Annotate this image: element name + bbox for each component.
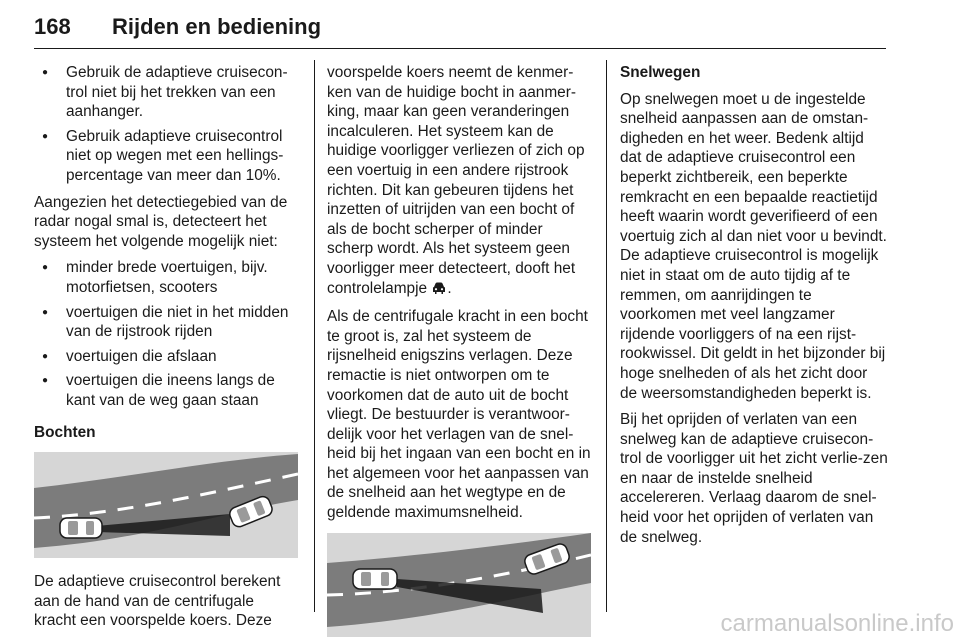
column-3 — [620, 63, 888, 554]
column-divider-1 — [314, 60, 315, 612]
page-number: 168 — [34, 14, 71, 39]
curve-illustration-2 — [327, 533, 591, 637]
heading-snelwegen: Snelwegen — [620, 64, 701, 81]
paragraph-on-off-ramp: Bij het oprijden of verlaten van een snelweg kan de adaptieve cruisecon-trol de voorligger uit het zicht verlie-zen en naar de instelde snelheid accelereren. Verlaag daarom de snel-heid voor het oprijden of verlaten van de snelweg. — [620, 411, 888, 546]
watermark: carmanualsonline.info — [720, 610, 954, 637]
paragraph-detection: Aangezien het detectiegebied van de radar nogal smal is, detecteert het systeem het volgende mogelijk niet: — [34, 193, 288, 250]
page-header — [34, 10, 886, 46]
list-item: ● voertuigen die niet in het midden van de rijstrook rijden — [34, 303, 300, 342]
header-divider — [34, 48, 886, 49]
section-title: Rijden en bediening — [112, 14, 322, 39]
paragraph-bottom: De adaptieve cruisecontrol berekent aan de hand van de centrifugale kracht een voorspelde koers. Deze — [34, 573, 281, 630]
list-item: ● voertuigen die afslaan — [34, 347, 300, 367]
car-front-icon — [431, 281, 447, 301]
ego-car-icon — [353, 569, 397, 589]
curve-road-svg-1 — [34, 452, 298, 558]
list-item: ● Gebruik adaptieve cruisecontrol niet op wegen met een hellings-percentage van meer dan 10%. — [34, 127, 300, 186]
heading-bochten: Bochten — [34, 423, 96, 441]
ego-car-icon — [60, 518, 102, 538]
column-2 — [327, 63, 593, 637]
column-1 — [34, 63, 300, 638]
list-item: ● minder brede voertuigen, bijv. motorfietsen, scooters — [34, 258, 300, 297]
list-item: ● voertuigen die ineens langs de kant van de weg gaan staan — [34, 371, 300, 410]
paragraph-centrifugal: Als de centrifugale kracht in een bocht te groot is, zal het systeem de rijsnelheid enigszins verlagen. Deze remactie is niet ontworpen om te voorkomen dat de auto uit de bocht vliegt. De bestuurder is verantwoor-delijk voor het verlagen van de snel-heid bij het ingaan van een bocht en in het algemeen voor het aanpassen van de snelheid aan het wegtype en de geldende maximumsnelheid. — [327, 308, 591, 522]
curve-illustration-1 — [34, 452, 298, 558]
column-divider-2 — [606, 60, 607, 612]
paragraph-predicted-course: voorspelde koers neemt de kenmer-ken van de huidige bocht in aanmer-king, maar kan geen veranderingen incalculeren. Het systeem kan de huidige voorligger verliezen of zich op een voertuig in een andere rijstrook richten. Dit kan gebeuren tijdens het inzetten of uitrijden van een bocht of als de bocht scherper of minder scherp wordt. Als het systeem geen voorligger meer detecteert, dooft het controlelampje . — [327, 63, 593, 300]
bullet-list-top — [34, 63, 300, 186]
paragraph-highways: Op snelwegen moet u de ingestelde snelheid aanpassen aan de omstan-digheden en het weer. Bedenk altijd dat de adaptieve cruisecontrol een beperkt zichtbereik, een beperkte remkracht en een bepaalde reactietijd heeft waarin wordt geverifieerd of een voertuig zich al dan niet voor u bevindt. De adaptieve cruisecontrol is mogelijk niet in staat om de auto tijdig af te remmen, om aanrijdingen te voorkomen met veel langzamer rijdende voorliggers of na een rijst-rookwissel. Dit geldt in het bijzonder bij hoge snelheden of als het zicht door de weersomstandigheden beperkt is. — [620, 90, 887, 402]
curve-road-svg-2 — [327, 533, 591, 637]
bullet-list-detection — [34, 258, 300, 410]
list-item: ● Gebruik de adaptieve cruisecon-trol niet bij het trekken van een aanhanger. — [34, 63, 300, 122]
